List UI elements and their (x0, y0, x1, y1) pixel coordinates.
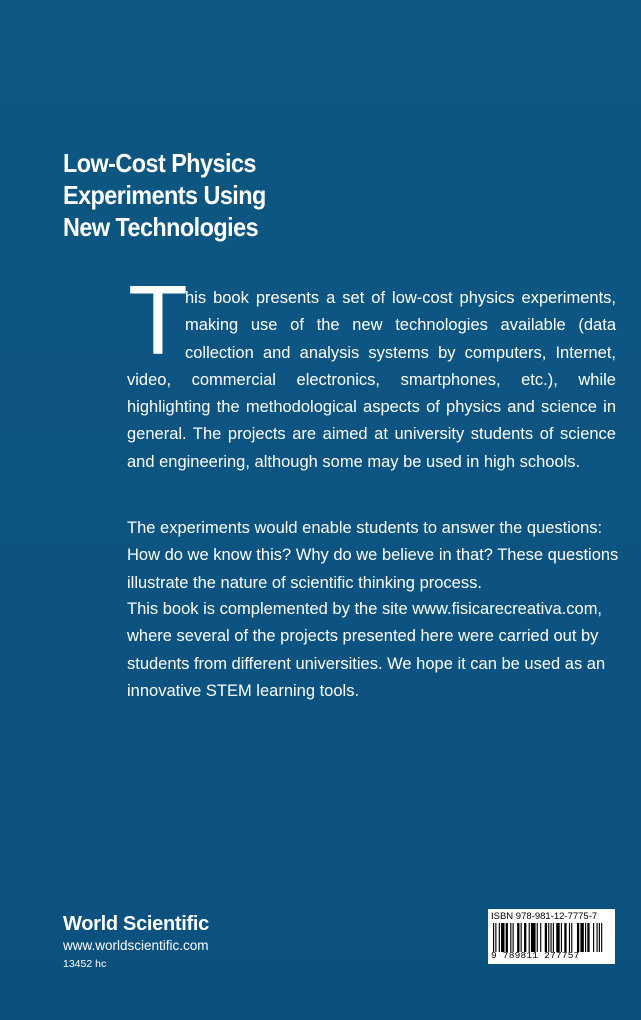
paragraph-3-line: where several of the projects presented here were carried out by (127, 627, 599, 646)
paragraph-1-line: making use of the new technologies available (data (185, 316, 616, 335)
book-title (63, 147, 351, 243)
barcode-bar (585, 923, 586, 952)
barcode-bar (537, 923, 538, 952)
barcode-bar (506, 923, 508, 952)
paragraph-1-line: collection and analysis systems by computers, Internet, (185, 343, 616, 362)
barcode-bar (569, 923, 570, 952)
barcode-bar (521, 923, 522, 952)
paragraph-3-line: students from different universities. We hope it can be used as an (127, 654, 606, 673)
title-line-1: Low-Cost Physics (63, 148, 256, 178)
barcode-bar (564, 923, 566, 952)
paragraph-3-line: innovative STEM learning tools. (127, 681, 360, 700)
barcode-bar (587, 923, 589, 952)
publisher-code: 13452 hc (63, 958, 107, 970)
paragraph-2-line: illustrate the nature of scientific thinking process. (127, 573, 482, 592)
paragraph-1-line: video, commercial electronics, smartphones, etc.), while (127, 370, 616, 389)
barcode-bar (597, 923, 598, 952)
barcode-bar (599, 923, 600, 952)
barcode-bar (593, 923, 594, 952)
paragraph-1-line: and engineering, although some may be used in high schools. (127, 452, 581, 471)
barcode-bar (529, 923, 530, 952)
publisher-block (63, 912, 323, 971)
barcode-bar (540, 923, 541, 952)
barcode-bars (491, 923, 612, 952)
barcode-bar (580, 923, 583, 952)
barcode-bar (513, 923, 514, 952)
paragraph-1-line: highlighting the methodological aspects of physics and science in (127, 398, 616, 417)
paragraph-1-line: his book presents a set of low-cost physics experiments, (185, 289, 616, 307)
barcode-bar (548, 923, 549, 952)
barcode-bar (510, 923, 511, 952)
barcode-bar (551, 923, 552, 952)
publisher-url: www.worldscientific.com (63, 938, 209, 953)
isbn-barcode (488, 909, 615, 964)
paragraph-2-line: How do we know this? Why do we believe in that? These questions (127, 546, 619, 565)
publisher-name: World Scientific (63, 913, 209, 935)
title-line-3: New Technologies (63, 212, 259, 242)
barcode-bar (531, 923, 536, 952)
barcode-bar (501, 923, 504, 952)
barcode-bar (493, 923, 494, 952)
paragraph-1-line: general. The projects are aimed at university students of science (127, 425, 616, 444)
barcode-bar (524, 923, 526, 952)
barcode-bar (545, 923, 547, 952)
isbn-label: ISBN 978-981-12-7775-7 (491, 911, 598, 922)
dropcap-letter: T (128, 265, 188, 375)
barcode-bar (561, 923, 562, 952)
barcode-bar (517, 923, 519, 952)
barcode-bar (601, 923, 602, 952)
barcode-digits: 9 789811 277757 (491, 950, 580, 961)
description-paragraph-1 (127, 285, 616, 476)
barcode-bar (571, 923, 572, 952)
barcode-bar (499, 923, 500, 952)
description-paragraph-2 (127, 515, 619, 597)
description-paragraph-3 (127, 596, 616, 705)
barcode-bar (495, 923, 496, 952)
title-line-2: Experiments Using (63, 180, 266, 210)
barcode-bar (577, 923, 579, 952)
paragraph-2-line: The experiments would enable students to answer the questions: (127, 519, 603, 537)
barcode-bar (553, 923, 554, 952)
barcode-bar (556, 923, 559, 952)
paragraph-3-line: This book is complemented by the site www.fisicarecreativa.com, (127, 600, 603, 618)
